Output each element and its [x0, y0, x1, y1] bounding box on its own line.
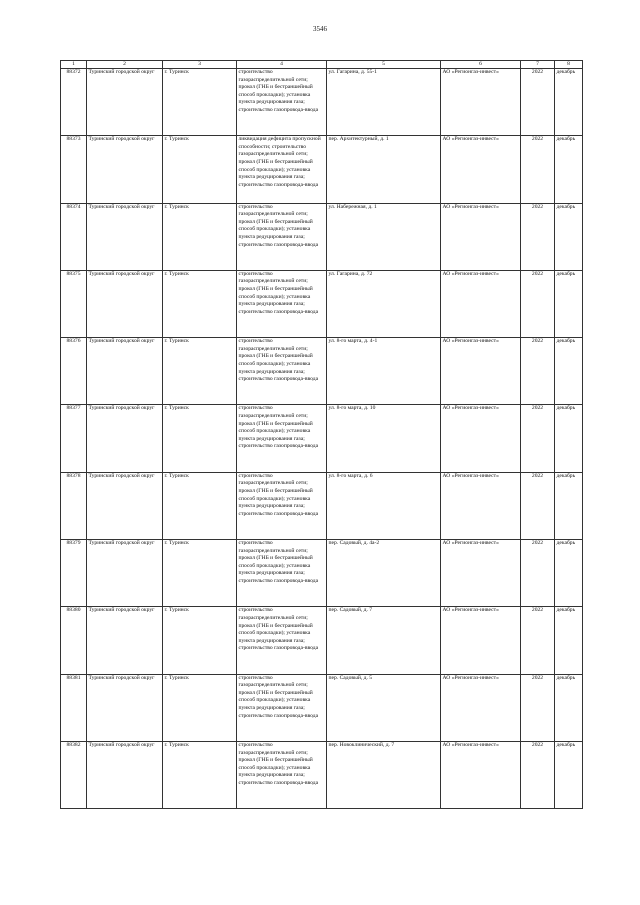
table-row: [61, 405, 583, 472]
month-cell: декабрь: [555, 270, 583, 337]
month-cell: декабрь: [555, 69, 583, 136]
locality-cell: г. Туринск: [163, 203, 237, 270]
address-cell: пер. Садовый, д. 5: [327, 674, 441, 741]
row-number-cell: 88377: [61, 405, 87, 472]
address-cell: ул. Гагарина, д. 55-1: [327, 69, 441, 136]
row-number-cell: 88379: [61, 540, 87, 607]
row-number-cell: 88378: [61, 472, 87, 539]
district-cell: Туринский городской округ: [87, 674, 163, 741]
month-cell: декабрь: [555, 741, 583, 808]
address-cell: ул. 8-го марта, д. 10: [327, 405, 441, 472]
works-description-cell: строительство газораспределительной сети; прокол (ГНБ и бестраншейный способ прокладки); установка пункта редуцирования газа; строительство газопровода-ввода: [237, 270, 327, 337]
organization-cell: АО «Регионгаз-инвест»: [441, 741, 521, 808]
column-header: 3: [163, 61, 237, 69]
district-cell: Туринский городской округ: [87, 203, 163, 270]
works-description-cell: ликвидация дефицита пропускной способности; строительство газораспределительной сети; прокол (ГНБ и бестраншейный способ прокладки); установка пункта редуцирования газа; строительство газопровода-ввода: [237, 136, 327, 203]
district-cell: Туринский городской округ: [87, 270, 163, 337]
address-cell: пер. Садовый, д. 4а-2: [327, 540, 441, 607]
locality-cell: г. Туринск: [163, 270, 237, 337]
locality-cell: г. Туринск: [163, 69, 237, 136]
district-cell: Туринский городской округ: [87, 607, 163, 674]
month-cell: декабрь: [555, 136, 583, 203]
district-cell: Туринский городской округ: [87, 741, 163, 808]
year-cell: 2022: [521, 540, 555, 607]
column-header: 5: [327, 61, 441, 69]
district-cell: Туринский городской округ: [87, 69, 163, 136]
year-cell: 2022: [521, 405, 555, 472]
year-cell: 2022: [521, 270, 555, 337]
year-cell: 2022: [521, 607, 555, 674]
district-cell: Туринский городской округ: [87, 540, 163, 607]
row-number-cell: 88376: [61, 338, 87, 405]
organization-cell: АО «Регионгаз-инвест»: [441, 607, 521, 674]
table-row: [61, 607, 583, 674]
column-header: 7: [521, 61, 555, 69]
month-cell: декабрь: [555, 607, 583, 674]
organization-cell: АО «Регионгаз-инвест»: [441, 136, 521, 203]
locality-cell: г. Туринск: [163, 607, 237, 674]
address-cell: пер. Архитектурный, д. 1: [327, 136, 441, 203]
address-cell: ул. Набережная, д. 1: [327, 203, 441, 270]
locality-cell: г. Туринск: [163, 136, 237, 203]
organization-cell: АО «Регионгаз-инвест»: [441, 69, 521, 136]
district-cell: Туринский городской округ: [87, 472, 163, 539]
organization-cell: АО «Регионгаз-инвест»: [441, 338, 521, 405]
table-row: [61, 540, 583, 607]
table-row: [61, 741, 583, 808]
column-header: 1: [61, 61, 87, 69]
column-header: 6: [441, 61, 521, 69]
address-cell: ул. 8-го марта, д. 4-1: [327, 338, 441, 405]
month-cell: декабрь: [555, 540, 583, 607]
table-row: [61, 338, 583, 405]
month-cell: декабрь: [555, 674, 583, 741]
year-cell: 2022: [521, 472, 555, 539]
year-cell: 2022: [521, 338, 555, 405]
address-cell: пер. Садовый, д. 7: [327, 607, 441, 674]
table-row: [61, 270, 583, 337]
works-description-cell: строительство газораспределительной сети; прокол (ГНБ и бестраншейный способ прокладки); установка пункта редуцирования газа; строительство газопровода-ввода: [237, 203, 327, 270]
table-row: [61, 69, 583, 136]
table-row: [61, 136, 583, 203]
address-cell: ул. Гагарина, д. 72: [327, 270, 441, 337]
locality-cell: г. Туринск: [163, 540, 237, 607]
organization-cell: АО «Регионгаз-инвест»: [441, 405, 521, 472]
works-description-cell: строительство газораспределительной сети; прокол (ГНБ и бестраншейный способ прокладки); установка пункта редуцирования газа; строительство газопровода-ввода: [237, 607, 327, 674]
row-number-cell: 88372: [61, 69, 87, 136]
year-cell: 2022: [521, 136, 555, 203]
row-number-cell: 88373: [61, 136, 87, 203]
locality-cell: г. Туринск: [163, 674, 237, 741]
gasification-table: [60, 60, 583, 809]
row-number-cell: 88380: [61, 607, 87, 674]
address-cell: пер. Новоклинический, д. 7: [327, 741, 441, 808]
row-number-cell: 88374: [61, 203, 87, 270]
row-number-cell: 88381: [61, 674, 87, 741]
page-number: 3546: [313, 25, 327, 33]
column-number-row: [61, 61, 583, 69]
month-cell: декабрь: [555, 203, 583, 270]
year-cell: 2022: [521, 674, 555, 741]
column-header: 4: [237, 61, 327, 69]
month-cell: декабрь: [555, 405, 583, 472]
address-cell: ул. 8-го марта, д. 6: [327, 472, 441, 539]
organization-cell: АО «Регионгаз-инвест»: [441, 674, 521, 741]
row-number-cell: 88375: [61, 270, 87, 337]
locality-cell: г. Туринск: [163, 338, 237, 405]
organization-cell: АО «Регионгаз-инвест»: [441, 540, 521, 607]
district-cell: Туринский городской округ: [87, 405, 163, 472]
works-description-cell: строительство газораспределительной сети; прокол (ГНБ и бестраншейный способ прокладки); установка пункта редуцирования газа; строительство газопровода-ввода: [237, 674, 327, 741]
works-description-cell: строительство газораспределительной сети; прокол (ГНБ и бестраншейный способ прокладки); установка пункта редуцирования газа; строительство газопровода-ввода: [237, 338, 327, 405]
locality-cell: г. Туринск: [163, 472, 237, 539]
works-description-cell: строительство газораспределительной сети; прокол (ГНБ и бестраншейный способ прокладки); установка пункта редуцирования газа; строительство газопровода-ввода: [237, 472, 327, 539]
month-cell: декабрь: [555, 472, 583, 539]
locality-cell: г. Туринск: [163, 741, 237, 808]
works-description-cell: строительство газораспределительной сети; прокол (ГНБ и бестраншейный способ прокладки); установка пункта редуцирования газа; строительство газопровода-ввода: [237, 741, 327, 808]
table-row: [61, 203, 583, 270]
works-description-cell: строительство газораспределительной сети; прокол (ГНБ и бестраншейный способ прокладки); установка пункта редуцирования газа; строительство газопровода-ввода: [237, 69, 327, 136]
organization-cell: АО «Регионгаз-инвест»: [441, 203, 521, 270]
column-header: 8: [555, 61, 583, 69]
year-cell: 2022: [521, 203, 555, 270]
organization-cell: АО «Регионгаз-инвест»: [441, 472, 521, 539]
month-cell: декабрь: [555, 338, 583, 405]
year-cell: 2022: [521, 741, 555, 808]
year-cell: 2022: [521, 69, 555, 136]
district-cell: Туринский городской округ: [87, 338, 163, 405]
district-cell: Туринский городской округ: [87, 136, 163, 203]
table-row: [61, 674, 583, 741]
table-row: [61, 472, 583, 539]
row-number-cell: 88382: [61, 741, 87, 808]
works-description-cell: строительство газораспределительной сети; прокол (ГНБ и бестраншейный способ прокладки); установка пункта редуцирования газа; строительство газопровода-ввода: [237, 405, 327, 472]
organization-cell: АО «Регионгаз-инвест»: [441, 270, 521, 337]
locality-cell: г. Туринск: [163, 405, 237, 472]
column-header: 2: [87, 61, 163, 69]
works-description-cell: строительство газораспределительной сети; прокол (ГНБ и бестраншейный способ прокладки); установка пункта редуцирования газа; строительство газопровода-ввода: [237, 540, 327, 607]
